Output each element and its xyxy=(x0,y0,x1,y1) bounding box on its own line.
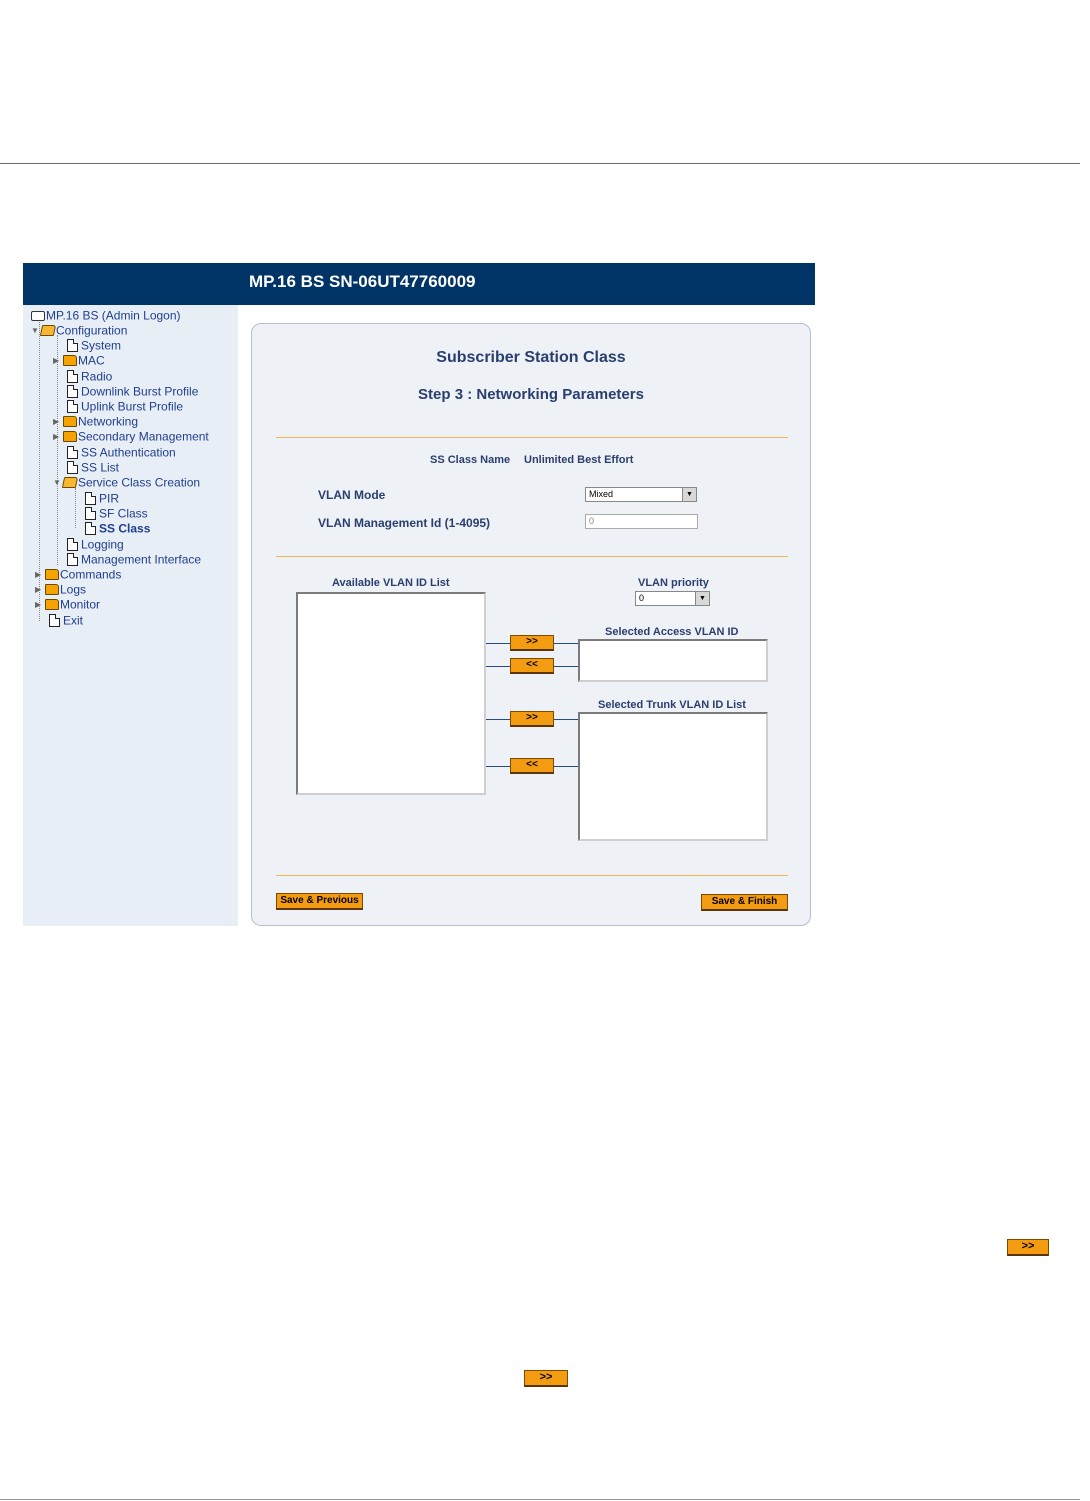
tree-item-monitor[interactable]: ▶ Monitor xyxy=(35,597,101,612)
tree-item-logging[interactable]: Logging xyxy=(67,537,124,552)
computer-icon xyxy=(31,311,45,321)
open-folder-icon xyxy=(62,477,78,488)
connector-line xyxy=(486,766,510,767)
collapsed-arrow-icon: ▶ xyxy=(53,356,60,366)
tree-item-networking[interactable]: ▶ Networking xyxy=(53,414,139,429)
document-icon xyxy=(67,538,78,551)
tree-item-sf-class[interactable]: SF Class xyxy=(85,506,148,521)
folder-icon xyxy=(63,416,77,427)
document-icon xyxy=(85,507,96,520)
dropdown-arrow-icon: ▼ xyxy=(695,592,709,605)
tree-item-uplink[interactable]: Uplink Burst Profile xyxy=(67,399,183,414)
tree-item-mac[interactable]: ▶ MAC xyxy=(53,353,105,368)
available-list-label: Available VLAN ID List xyxy=(332,577,450,589)
tree-item-pir[interactable]: PIR xyxy=(85,491,119,506)
folder-icon xyxy=(63,431,77,442)
tree-item-logs[interactable]: ▶ Logs xyxy=(35,582,87,597)
vlan-mode-select[interactable] xyxy=(585,487,697,502)
tree-item-ss-class[interactable]: SS Class xyxy=(85,521,150,536)
collapsed-arrow-icon: ▶ xyxy=(35,585,42,595)
folder-icon xyxy=(63,355,77,366)
connector-line xyxy=(554,766,578,767)
divider xyxy=(276,556,788,557)
selected-access-label: Selected Access VLAN ID xyxy=(605,626,739,638)
vlan-mode-label: VLAN Mode xyxy=(318,488,386,502)
collapsed-arrow-icon: ▶ xyxy=(35,570,42,580)
document-icon xyxy=(67,446,78,459)
tree-guide xyxy=(75,488,76,528)
folder-icon xyxy=(45,569,59,580)
connector-line xyxy=(554,643,578,644)
form-panel xyxy=(251,323,811,926)
collapsed-arrow-icon: ▶ xyxy=(53,417,60,427)
collapsed-arrow-icon: ▶ xyxy=(35,600,42,610)
forward-button[interactable]: >> xyxy=(1007,1239,1049,1256)
vlan-mode-value: Mixed xyxy=(589,489,614,499)
divider xyxy=(276,875,788,876)
tree-item-ss-list[interactable]: SS List xyxy=(67,460,119,475)
navigation-tree xyxy=(23,305,238,926)
expanded-arrow-icon: ▼ xyxy=(53,478,61,488)
divider xyxy=(276,437,788,438)
tree-item-downlink[interactable]: Downlink Burst Profile xyxy=(67,384,198,399)
document-icon xyxy=(49,614,60,627)
bottom-rule xyxy=(0,1499,1080,1500)
panel-title: Subscriber Station Class xyxy=(436,349,626,366)
connector-line xyxy=(486,719,510,720)
window-title: MP.16 BS SN-06UT47760009 xyxy=(249,272,476,291)
collapsed-arrow-icon: ▶ xyxy=(53,432,60,442)
document-icon xyxy=(67,370,78,383)
tree-item-service-class[interactable]: ▼ Service Class Creation xyxy=(53,475,201,490)
add-access-button[interactable]: >> xyxy=(510,635,554,651)
vlan-priority-label: VLAN priority xyxy=(638,577,709,589)
tree-guide xyxy=(57,335,58,565)
remove-trunk-button[interactable]: << xyxy=(510,758,554,774)
ss-class-name-value: Unlimited Best Effort xyxy=(524,454,634,466)
tree-item-radio[interactable]: Radio xyxy=(67,369,112,384)
selected-trunk-list[interactable] xyxy=(578,712,768,841)
connector-line xyxy=(486,666,510,667)
title-bar xyxy=(23,263,815,305)
document-icon xyxy=(85,522,96,535)
vlan-mgmt-input[interactable]: 0 xyxy=(585,514,698,529)
tree-item-system[interactable]: System xyxy=(67,338,121,353)
connector-line xyxy=(554,666,578,667)
document-icon xyxy=(67,385,78,398)
ss-class-name-label: SS Class Name xyxy=(430,454,511,466)
dropdown-arrow-icon: ▼ xyxy=(682,488,696,501)
folder-icon xyxy=(45,584,59,595)
forward-button[interactable]: >> xyxy=(524,1370,568,1387)
document-icon xyxy=(67,400,78,413)
vlan-priority-select[interactable] xyxy=(635,591,710,606)
document-icon xyxy=(67,339,78,352)
app-window xyxy=(23,263,815,926)
tree-item-mgmt-interface[interactable]: Management Interface xyxy=(67,552,201,567)
tree-item-exit[interactable]: Exit xyxy=(49,613,83,628)
remove-access-button[interactable]: << xyxy=(510,658,554,674)
connector-line xyxy=(554,719,578,720)
expanded-arrow-icon: ▼ xyxy=(31,326,39,336)
document-icon xyxy=(67,553,78,566)
document-icon xyxy=(67,461,78,474)
panel-step: Step 3 : Networking Parameters xyxy=(418,386,644,403)
connector-line xyxy=(486,643,510,644)
top-rule xyxy=(0,163,1080,164)
add-trunk-button[interactable]: >> xyxy=(510,711,554,727)
available-vlan-list[interactable] xyxy=(296,592,486,795)
vlan-mgmt-label: VLAN Management Id (1-4095) xyxy=(318,516,491,530)
vlan-priority-value: 0 xyxy=(639,593,645,603)
tree-item-ss-auth[interactable]: SS Authentication xyxy=(67,445,176,460)
tree-root[interactable]: MP.16 BS (Admin Logon) xyxy=(31,308,181,323)
save-finish-button[interactable]: Save & Finish xyxy=(701,894,788,911)
selected-trunk-label: Selected Trunk VLAN ID List xyxy=(598,699,746,711)
tree-item-commands[interactable]: ▶ Commands xyxy=(35,567,122,582)
folder-icon xyxy=(45,599,59,610)
document-icon xyxy=(85,492,96,505)
tree-item-configuration[interactable]: ▼ Configuration xyxy=(31,323,128,338)
selected-access-list[interactable] xyxy=(578,639,768,682)
tree-item-secondary[interactable]: ▶ Secondary Management xyxy=(53,429,209,444)
open-folder-icon xyxy=(40,325,56,336)
save-previous-button[interactable]: Save & Previous xyxy=(276,893,363,910)
